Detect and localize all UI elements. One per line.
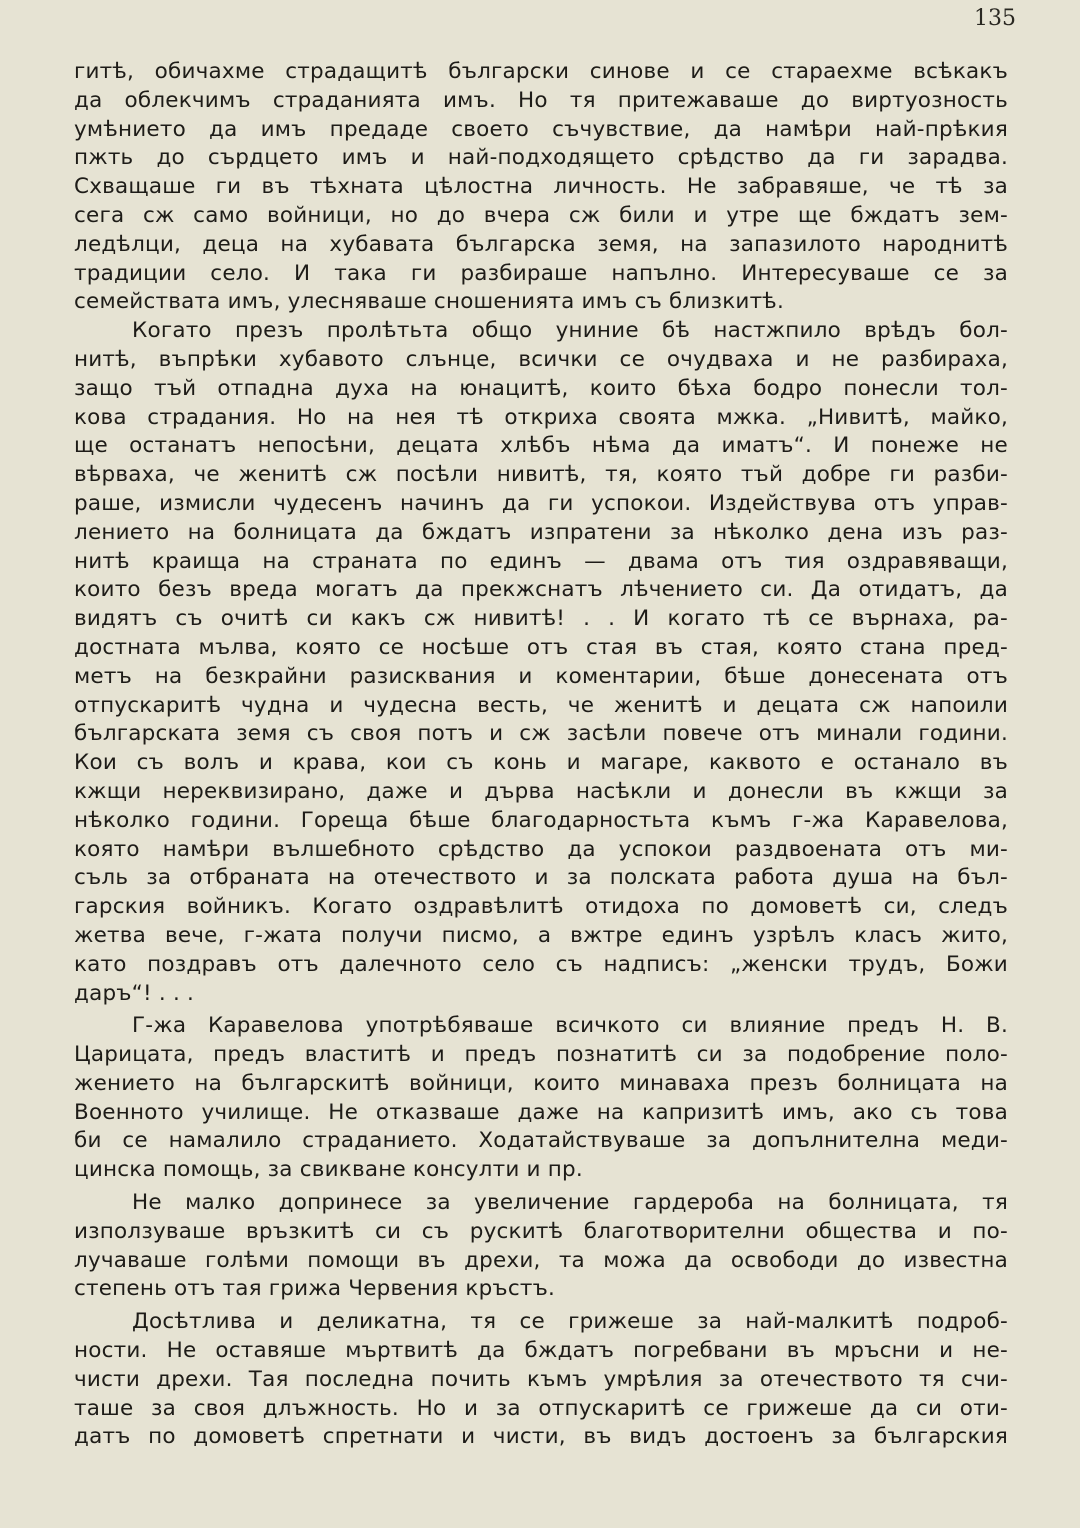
text-line: пжть до сърдцето имъ и най-подходящето срѣдство да ги зарадва. (74, 145, 1008, 171)
text-line: чисти дрехи. Тая последна почить къмъ умрѣлия за отечеството тя счи- (74, 1366, 1008, 1392)
text-line: даръ“! . . . (74, 980, 195, 1006)
paragraph (74, 1012, 1008, 1185)
text-line: Кои съ волъ и крава, кои съ конь и магаре, каквото е останало въ (74, 750, 1008, 776)
text-line: нитѣ краища на страната по единъ — двама отъ тия оздравяващи, (74, 548, 1008, 574)
text-line: традиции село. И така ги разбираше напълно. Интересуваше се за (74, 260, 1008, 286)
text-line: вѣрваха, че женитѣ сж посѣли нивитѣ, тя, която тъй добре ги разби- (74, 462, 1008, 488)
text-line: да облекчимъ страданията имъ. Но тя притежаваше до виртуозность (74, 87, 1008, 113)
text-line: достната мълва, която се носѣше отъ стая въ стая, която стана пред- (74, 634, 1008, 660)
text-line: ности. Не оставяше мъртвитѣ да бждатъ погребвани въ мръсни и не- (74, 1338, 1008, 1364)
text-line: като поздравъ отъ далечното село съ надписъ: „женски трудъ, Божи (74, 951, 1008, 977)
text-line: нитѣ, въпрѣки хубавото слънце, всички се очудваха и не разбираха, (74, 346, 1008, 372)
text-line: степень отъ тая грижа Червения кръстъ. (74, 1276, 555, 1302)
text-line: Схващаше ги въ тѣхната цѣлостна личность. Не забравяше, че тѣ за (74, 174, 1008, 200)
text-line: видятъ съ очитѣ си какъ сж нивитѣ! . . И когато тѣ се върнаха, ра- (74, 606, 1008, 632)
paragraph (74, 317, 1008, 1008)
text-line: ще останатъ непосѣни, децата хлѣбъ нѣма да иматъ“. И понеже не (74, 433, 1008, 459)
text-line: използуваше връзкитѣ си съ рускитѣ благотворителни общества и по- (74, 1218, 1008, 1244)
text-line: кова страдания. Но на нея тѣ откриха своята мжка. „Нивитѣ, майко, (74, 404, 1008, 430)
text-line: гитѣ, обичахме страдащитѣ български синове и се стараехме всѣкакъ (74, 59, 1008, 84)
text-line: съль за отбраната на отечеството и за полската работа душа на бъл- (74, 865, 1008, 891)
text-line: гарския войникъ. Когато оздравѣлитѣ отидоха по домоветѣ си, следъ (74, 894, 1008, 920)
text-line: жението на българскитѣ войници, които минаваха презъ болницата на (74, 1070, 1008, 1096)
text-line: която намѣри вълшебното срѣдство да успокои раздвоената отъ ми- (74, 836, 1008, 862)
paragraph (74, 1308, 1008, 1452)
text-line: Досѣтлива и деликатна, тя се грижеше за най-малкитѣ подроб- (132, 1309, 1008, 1335)
text-line: защо тъй отпадна духа на юнацитѣ, които бѣха бодро понесли тол- (74, 375, 1008, 401)
text-line: жетва вече, г-жата получи писмо, а вжтре единъ узрѣлъ класъ жито, (74, 922, 1008, 948)
text-line: ледѣлци, деца на хубавата българска земя, на запазилото народнитѣ (74, 231, 1008, 257)
paragraph (74, 1189, 1008, 1304)
text-line: Военното училище. Не отказваше даже на капризитѣ имъ, ако съ това (74, 1099, 1008, 1125)
text-line: таше за своя длъжность. Но и за отпускаритѣ се грижеше да си оти- (74, 1395, 1008, 1421)
text-line: кжщи нереквизирано, даже и дърва насѣкли и донесли въ кжщи за (74, 778, 1008, 804)
text-line: Царицата, предъ властитѣ и предъ познатитѣ си за подобрение поло- (74, 1042, 1008, 1068)
text-line: сега сж само войници, но до вчера сж били и утре ще бждатъ зем- (74, 202, 1008, 228)
text-line: отпускаритѣ чудна и чудесна весть, че женитѣ и децата сж напоили (74, 692, 1008, 718)
text-line: метъ на безкрайни разисквания и коментарии, бѣше донесената отъ (74, 663, 1008, 689)
text-line: които безъ вреда могатъ да прекжснатъ лѣчението си. Да отидатъ, да (74, 577, 1008, 603)
text-line: българската земя съ своя потъ и сж засѣли повече отъ минали години. (74, 721, 1008, 747)
text-line: Когато презъ пролѣтьта общо униние бѣ настжпило врѣдъ бол- (132, 318, 1008, 344)
text-line: датъ по домоветѣ спретнати и чисти, въ видъ достоенъ за българския (74, 1424, 1008, 1450)
text-line: семействата имъ, улесняваше сношенията имъ съ близкитѣ. (74, 289, 784, 315)
text-line: лучаваше голѣми помощи въ дрехи, та можа да освободи до известна (74, 1247, 1008, 1273)
text-line: раше, измисли чудесенъ начинъ да ги успокои. Издействува отъ управ- (74, 490, 1008, 516)
text-line: нѣколко години. Гореща бѣше благодарностьта къмъ г-жа Каравелова, (74, 807, 1008, 833)
body-text (74, 58, 1008, 1452)
page-number: 135 (974, 6, 1016, 31)
paragraph (74, 58, 1008, 317)
text-line: Не малко допринесе за увеличение гардероба на болницата, тя (132, 1190, 1008, 1216)
text-line: лението на болницата да бждатъ изпратени за нѣколко дена изъ раз- (74, 519, 1008, 545)
text-line: Г-жа Каравелова употрѣбяваше всичкото си влияние предъ Н. В. (132, 1013, 1008, 1039)
text-line: би се намалило страданието. Ходатайствуваше за допълнителна меди- (74, 1128, 1008, 1154)
text-line: цинска помощь, за свикване консулти и пр. (74, 1157, 583, 1183)
text-line: умѣнието да имъ предаде своето съчувствие, да намѣри най-прѣкия (74, 116, 1008, 142)
